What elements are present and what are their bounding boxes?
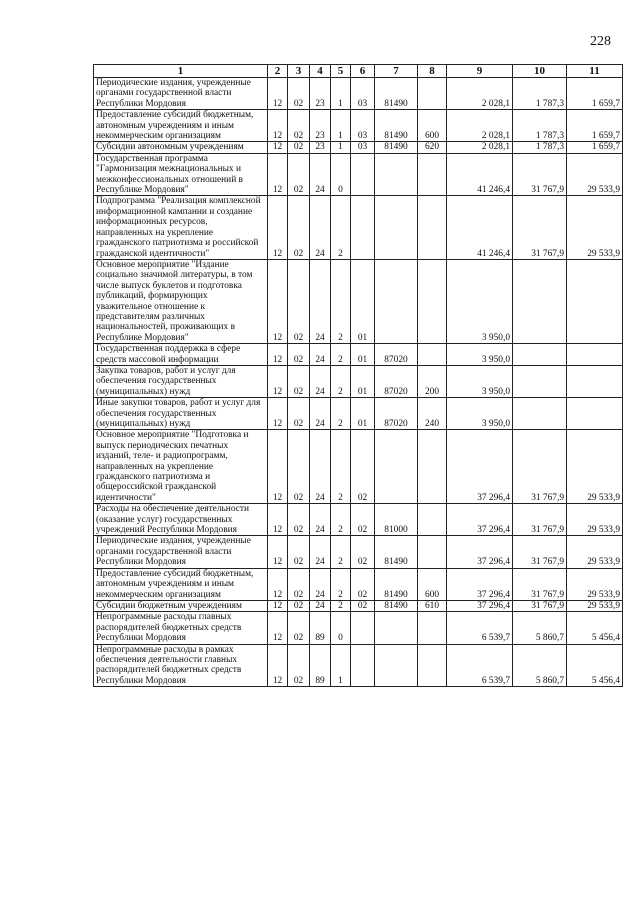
amount-cell: 5 860,7 bbox=[513, 612, 567, 644]
column-header: 1 bbox=[94, 65, 268, 78]
code-cell: 03 bbox=[351, 110, 375, 142]
table-row bbox=[94, 430, 623, 504]
code-cell: 02 bbox=[288, 568, 310, 600]
code-cell: 1 bbox=[331, 110, 351, 142]
code-cell bbox=[418, 153, 447, 196]
code-cell: 0 bbox=[331, 153, 351, 196]
expense-item-name: Иные закупки товаров, работ и услуг для обеспечения государственных (муниципальных) нужд bbox=[94, 398, 268, 430]
code-cell: 87020 bbox=[375, 398, 418, 430]
code-cell: 23 bbox=[310, 142, 331, 153]
code-cell bbox=[351, 196, 375, 259]
code-cell: 02 bbox=[288, 430, 310, 504]
amount-cell bbox=[567, 398, 623, 430]
amount-cell: 37 296,4 bbox=[447, 568, 513, 600]
code-cell: 2 bbox=[331, 259, 351, 343]
amount-cell: 37 296,4 bbox=[447, 504, 513, 536]
code-cell bbox=[375, 430, 418, 504]
table-row bbox=[94, 536, 623, 568]
code-cell bbox=[418, 344, 447, 366]
code-cell: 02 bbox=[288, 153, 310, 196]
expense-item-name: Закупка товаров, работ и услуг для обеспечения государственных (муниципальных) нужд bbox=[94, 365, 268, 397]
code-cell: 03 bbox=[351, 78, 375, 110]
amount-cell: 5 456,4 bbox=[567, 612, 623, 644]
table-row bbox=[94, 600, 623, 611]
table-row bbox=[94, 644, 623, 687]
code-cell: 200 bbox=[418, 365, 447, 397]
code-cell: 81490 bbox=[375, 536, 418, 568]
column-header: 4 bbox=[310, 65, 331, 78]
amount-cell: 29 533,9 bbox=[567, 568, 623, 600]
table-row bbox=[94, 612, 623, 644]
code-cell: 24 bbox=[310, 504, 331, 536]
code-cell: 24 bbox=[310, 568, 331, 600]
amount-cell: 31 767,9 bbox=[513, 196, 567, 259]
code-cell: 24 bbox=[310, 536, 331, 568]
code-cell: 610 bbox=[418, 600, 447, 611]
amount-cell: 3 950,0 bbox=[447, 259, 513, 343]
table-row bbox=[94, 110, 623, 142]
amount-cell: 29 533,9 bbox=[567, 536, 623, 568]
code-cell: 2 bbox=[331, 196, 351, 259]
amount-cell: 3 950,0 bbox=[447, 344, 513, 366]
amount-cell bbox=[567, 365, 623, 397]
code-cell: 12 bbox=[268, 536, 288, 568]
amount-cell: 1 659,7 bbox=[567, 142, 623, 153]
amount-cell: 6 539,7 bbox=[447, 612, 513, 644]
code-cell: 12 bbox=[268, 196, 288, 259]
amount-cell: 6 539,7 bbox=[447, 644, 513, 687]
code-cell: 02 bbox=[288, 259, 310, 343]
code-cell: 81000 bbox=[375, 504, 418, 536]
code-cell: 81490 bbox=[375, 568, 418, 600]
code-cell: 02 bbox=[351, 600, 375, 611]
code-cell: 2 bbox=[331, 430, 351, 504]
amount-cell: 1 787,3 bbox=[513, 110, 567, 142]
code-cell: 24 bbox=[310, 398, 331, 430]
code-cell: 2 bbox=[331, 536, 351, 568]
code-cell: 1 bbox=[331, 142, 351, 153]
code-cell: 2 bbox=[331, 568, 351, 600]
table-header-row bbox=[94, 65, 623, 78]
code-cell: 02 bbox=[288, 504, 310, 536]
code-cell bbox=[375, 259, 418, 343]
table-row bbox=[94, 78, 623, 110]
code-cell: 12 bbox=[268, 504, 288, 536]
code-cell: 02 bbox=[288, 398, 310, 430]
budget-table bbox=[93, 64, 623, 687]
code-cell: 600 bbox=[418, 568, 447, 600]
expense-item-name: Предоставление субсидий бюджетным, автономным учреждениям и иным некоммерческим организациям bbox=[94, 110, 268, 142]
code-cell: 87020 bbox=[375, 365, 418, 397]
code-cell bbox=[351, 612, 375, 644]
amount-cell bbox=[567, 344, 623, 366]
code-cell: 02 bbox=[351, 504, 375, 536]
table-row bbox=[94, 344, 623, 366]
code-cell: 89 bbox=[310, 644, 331, 687]
code-cell: 23 bbox=[310, 78, 331, 110]
amount-cell: 37 296,4 bbox=[447, 600, 513, 611]
table-row bbox=[94, 568, 623, 600]
code-cell bbox=[375, 153, 418, 196]
code-cell: 02 bbox=[288, 600, 310, 611]
code-cell: 02 bbox=[351, 430, 375, 504]
code-cell: 2 bbox=[331, 600, 351, 611]
code-cell: 24 bbox=[310, 259, 331, 343]
code-cell bbox=[351, 644, 375, 687]
code-cell bbox=[418, 196, 447, 259]
code-cell: 2 bbox=[331, 398, 351, 430]
code-cell bbox=[418, 644, 447, 687]
code-cell: 24 bbox=[310, 344, 331, 366]
code-cell: 02 bbox=[351, 568, 375, 600]
code-cell: 81490 bbox=[375, 110, 418, 142]
amount-cell: 37 296,4 bbox=[447, 430, 513, 504]
table-row bbox=[94, 365, 623, 397]
code-cell: 01 bbox=[351, 344, 375, 366]
code-cell: 12 bbox=[268, 78, 288, 110]
code-cell: 2 bbox=[331, 504, 351, 536]
amount-cell bbox=[513, 344, 567, 366]
table-row bbox=[94, 196, 623, 259]
amount-cell: 5 456,4 bbox=[567, 644, 623, 687]
amount-cell: 1 659,7 bbox=[567, 110, 623, 142]
code-cell: 02 bbox=[288, 612, 310, 644]
amount-cell: 1 787,3 bbox=[513, 142, 567, 153]
amount-cell: 31 767,9 bbox=[513, 504, 567, 536]
expense-item-name: Подпрограмма "Реализация комплексной информационной кампании и создание информационных ресурсов, направленных на укрепление гражданского патриотизма и российской гражданской идентичности" bbox=[94, 196, 268, 259]
expense-item-name: Непрограммные расходы главных распорядителей бюджетных средств Республики Мордовия bbox=[94, 612, 268, 644]
code-cell: 12 bbox=[268, 153, 288, 196]
code-cell bbox=[418, 504, 447, 536]
expense-item-name: Периодические издания, учрежденные органами государственной власти Республики Мордовия bbox=[94, 78, 268, 110]
amount-cell: 29 533,9 bbox=[567, 600, 623, 611]
code-cell bbox=[418, 259, 447, 343]
amount-cell: 5 860,7 bbox=[513, 644, 567, 687]
amount-cell: 29 533,9 bbox=[567, 430, 623, 504]
table-row bbox=[94, 398, 623, 430]
code-cell: 0 bbox=[331, 612, 351, 644]
code-cell: 02 bbox=[288, 78, 310, 110]
expense-item-name: Субсидии автономным учреждениям bbox=[94, 142, 268, 153]
table-row bbox=[94, 142, 623, 153]
amount-cell: 31 767,9 bbox=[513, 568, 567, 600]
code-cell: 01 bbox=[351, 398, 375, 430]
column-header: 6 bbox=[351, 65, 375, 78]
column-header: 2 bbox=[268, 65, 288, 78]
amount-cell: 2 028,1 bbox=[447, 142, 513, 153]
code-cell: 03 bbox=[351, 142, 375, 153]
column-header: 10 bbox=[513, 65, 567, 78]
code-cell: 12 bbox=[268, 365, 288, 397]
amount-cell bbox=[513, 365, 567, 397]
expense-item-name: Государственная поддержка в сфере средств массовой информации bbox=[94, 344, 268, 366]
code-cell: 02 bbox=[288, 142, 310, 153]
code-cell: 1 bbox=[331, 78, 351, 110]
code-cell: 12 bbox=[268, 430, 288, 504]
code-cell: 02 bbox=[351, 536, 375, 568]
amount-cell: 29 533,9 bbox=[567, 153, 623, 196]
code-cell: 24 bbox=[310, 600, 331, 611]
code-cell: 24 bbox=[310, 430, 331, 504]
amount-cell: 31 767,9 bbox=[513, 600, 567, 611]
amount-cell: 2 028,1 bbox=[447, 78, 513, 110]
amount-cell: 2 028,1 bbox=[447, 110, 513, 142]
amount-cell: 41 246,4 bbox=[447, 153, 513, 196]
code-cell: 01 bbox=[351, 365, 375, 397]
code-cell: 02 bbox=[288, 344, 310, 366]
code-cell bbox=[351, 153, 375, 196]
expense-item-name: Основное мероприятие "Издание социально значимой литературы, в том числе выпуск буклетов и подготовка публикаций, формирующих уважительное отношение к представителям различных национальностей, проживающих в Республике Мордовия" bbox=[94, 259, 268, 343]
code-cell: 12 bbox=[268, 612, 288, 644]
code-cell: 1 bbox=[331, 644, 351, 687]
code-cell bbox=[418, 430, 447, 504]
amount-cell: 3 950,0 bbox=[447, 365, 513, 397]
expense-item-name: Основное мероприятие "Подготовка и выпуск периодических печатных изданий, теле- и радиопрограмм, направленных на укрепление гражданского патриотизма и общероссийской гражданской идентичности" bbox=[94, 430, 268, 504]
amount-cell: 1 659,7 bbox=[567, 78, 623, 110]
amount-cell: 29 533,9 bbox=[567, 196, 623, 259]
code-cell bbox=[418, 78, 447, 110]
code-cell: 620 bbox=[418, 142, 447, 153]
code-cell: 12 bbox=[268, 600, 288, 611]
expense-item-name: Государственная программа "Гармонизация межнациональных и межконфессиональных отношений в Республике Мордовия" bbox=[94, 153, 268, 196]
code-cell: 81490 bbox=[375, 78, 418, 110]
amount-cell: 31 767,9 bbox=[513, 536, 567, 568]
expense-item-name: Предоставление субсидий бюджетным, автономным учреждениям и иным некоммерческим организациям bbox=[94, 568, 268, 600]
expense-item-name: Расходы на обеспечение деятельности (оказание услуг) государственных учреждений Республики Мордовия bbox=[94, 504, 268, 536]
page-number: 228 bbox=[590, 34, 611, 49]
code-cell: 87020 bbox=[375, 344, 418, 366]
amount-cell bbox=[567, 259, 623, 343]
amount-cell: 41 246,4 bbox=[447, 196, 513, 259]
column-header: 8 bbox=[418, 65, 447, 78]
code-cell bbox=[418, 536, 447, 568]
code-cell: 23 bbox=[310, 110, 331, 142]
column-header: 5 bbox=[331, 65, 351, 78]
code-cell: 02 bbox=[288, 644, 310, 687]
code-cell: 02 bbox=[288, 536, 310, 568]
code-cell: 81490 bbox=[375, 600, 418, 611]
code-cell: 02 bbox=[288, 196, 310, 259]
code-cell: 12 bbox=[268, 568, 288, 600]
amount-cell: 31 767,9 bbox=[513, 153, 567, 196]
table-row bbox=[94, 153, 623, 196]
amount-cell: 29 533,9 bbox=[567, 504, 623, 536]
code-cell: 2 bbox=[331, 365, 351, 397]
amount-cell bbox=[513, 398, 567, 430]
code-cell: 12 bbox=[268, 644, 288, 687]
code-cell: 02 bbox=[288, 365, 310, 397]
amount-cell: 1 787,3 bbox=[513, 78, 567, 110]
code-cell: 12 bbox=[268, 142, 288, 153]
code-cell: 2 bbox=[331, 344, 351, 366]
column-header: 9 bbox=[447, 65, 513, 78]
amount-cell: 37 296,4 bbox=[447, 536, 513, 568]
table-row bbox=[94, 504, 623, 536]
code-cell: 81490 bbox=[375, 142, 418, 153]
code-cell: 24 bbox=[310, 196, 331, 259]
code-cell: 89 bbox=[310, 612, 331, 644]
amount-cell: 31 767,9 bbox=[513, 430, 567, 504]
code-cell: 02 bbox=[288, 110, 310, 142]
code-cell bbox=[375, 644, 418, 687]
table-body bbox=[94, 78, 623, 687]
expense-item-name: Субсидии бюджетным учреждениям bbox=[94, 600, 268, 611]
column-header: 7 bbox=[375, 65, 418, 78]
code-cell bbox=[418, 612, 447, 644]
column-header: 11 bbox=[567, 65, 623, 78]
expense-item-name: Непрограммные расходы в рамках обеспечения деятельности главных распорядителей бюджетных средств Республики Мордовия bbox=[94, 644, 268, 687]
code-cell bbox=[375, 196, 418, 259]
code-cell: 600 bbox=[418, 110, 447, 142]
code-cell: 24 bbox=[310, 153, 331, 196]
code-cell: 240 bbox=[418, 398, 447, 430]
amount-cell: 3 950,0 bbox=[447, 398, 513, 430]
table-row bbox=[94, 259, 623, 343]
amount-cell bbox=[513, 259, 567, 343]
expense-item-name: Периодические издания, учрежденные органами государственной власти Республики Мордовия bbox=[94, 536, 268, 568]
code-cell: 12 bbox=[268, 398, 288, 430]
code-cell bbox=[375, 612, 418, 644]
code-cell: 12 bbox=[268, 344, 288, 366]
column-header: 3 bbox=[288, 65, 310, 78]
code-cell: 12 bbox=[268, 259, 288, 343]
code-cell: 12 bbox=[268, 110, 288, 142]
code-cell: 01 bbox=[351, 259, 375, 343]
code-cell: 24 bbox=[310, 365, 331, 397]
